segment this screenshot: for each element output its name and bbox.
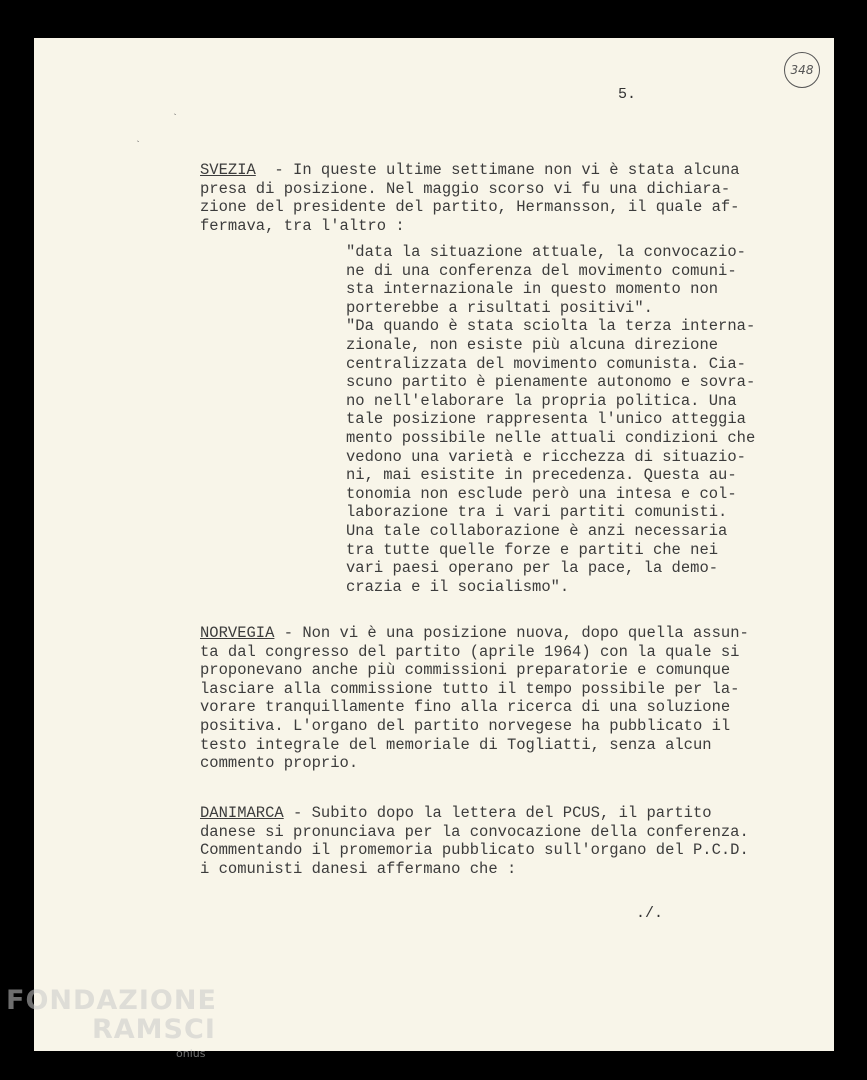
quote-line: tale posizione rappresenta l'unico atteggia bbox=[346, 410, 746, 429]
quote-line: "Da quando è stata sciolta la terza interna- bbox=[346, 317, 756, 336]
quote-line: zionale, non esiste più alcuna direzione bbox=[346, 335, 719, 354]
watermark-logo bbox=[6, 986, 217, 1044]
norvegia-first-line: - Non vi è una posizione nuova, dopo quella assun- bbox=[274, 624, 749, 642]
norvegia-line: proponevano anche più commissioni preparatorie e comunque bbox=[200, 661, 731, 680]
norvegia-line: ta dal congresso del partito (aprile 1964) con la quale si bbox=[200, 642, 740, 661]
danimarca-line: Commentando il promemoria pubblicato sull'organo del P.C.D. bbox=[200, 841, 749, 860]
quote-line: vedono una varietà e ricchezza di situazio- bbox=[346, 447, 746, 466]
quote-line: tonomia non esclude però una intesa e col- bbox=[346, 484, 737, 503]
norvegia-line: testo integrale del memoriale di Togliatti, senza alcun bbox=[200, 735, 712, 754]
quote-line: scuno partito è pienamente autonomo e sovra- bbox=[346, 373, 756, 392]
stray-mark: ` bbox=[172, 114, 179, 125]
danimarca-line: danese si pronunciava per la convocazione della conferenza. bbox=[200, 822, 749, 841]
svezia-heading: SVEZIA bbox=[200, 161, 256, 179]
norvegia-line: commento proprio. bbox=[200, 754, 359, 773]
quote-line: porterebbe a risultati positivi". bbox=[346, 298, 653, 317]
quote-line: ni, mai esistite in precedenza. Questa au- bbox=[346, 466, 737, 485]
continuation-mark: ./. bbox=[636, 905, 664, 922]
quote-line: laborazione tra i vari partiti comunisti. bbox=[346, 503, 728, 522]
norvegia-line: positiva. L'organo del partito norvegese ha pubblicato il bbox=[200, 716, 731, 735]
watermark-line1: FONDAZIONE bbox=[6, 985, 217, 1016]
norvegia-line: lasciare alla commissione tutto il tempo possibile per la- bbox=[200, 679, 740, 698]
svezia-line: fermava, tra l'altro : bbox=[200, 216, 405, 235]
svezia-paragraph bbox=[200, 161, 740, 235]
quote-line: vari paesi operano per la pace, la demo- bbox=[346, 559, 719, 578]
watermark-line2: RAMSCI bbox=[92, 1014, 216, 1045]
norvegia-paragraph bbox=[200, 624, 749, 773]
page-number: 5. bbox=[618, 86, 637, 103]
svezia-line: zione del presidente del partito, Hermansson, il quale af- bbox=[200, 198, 740, 217]
quote-line: sta internazionale in questo momento non bbox=[346, 280, 719, 299]
stray-mark: ` bbox=[135, 141, 142, 152]
quote-line: crazia e il socialismo". bbox=[346, 577, 570, 596]
quote-line: centralizzata del movimento comunista. Cia- bbox=[346, 354, 746, 373]
danimarca-paragraph bbox=[200, 804, 749, 878]
quote-line: "data la situazione attuale, la convocazio- bbox=[346, 243, 746, 261]
svezia-quote bbox=[346, 243, 755, 596]
norvegia-line: vorare tranquillamente fino alla ricerca di una soluzione bbox=[200, 698, 731, 717]
danimarca-heading: DANIMARCA bbox=[200, 804, 284, 822]
quote-line: Una tale collaborazione è anzi necessaria bbox=[346, 521, 728, 540]
quote-line: tra tutte quelle forze e partiti che nei bbox=[346, 540, 719, 559]
svezia-line: presa di posizione. Nel maggio scorso vi fu una dichiara- bbox=[200, 179, 731, 198]
quote-line: mento possibile nelle attuali condizioni che bbox=[346, 428, 756, 447]
danimarca-line: i comunisti danesi affermano che : bbox=[200, 859, 517, 878]
danimarca-first-line: - Subito dopo la lettera del PCUS, il partito bbox=[283, 804, 712, 822]
quote-line: no nell'elaborare la propria politica. Una bbox=[346, 391, 737, 410]
watermark-sub: onlus bbox=[176, 1047, 206, 1060]
quote-line: ne di una conferenza del movimento comuni- bbox=[346, 261, 737, 280]
norvegia-heading: NORVEGIA bbox=[200, 624, 275, 642]
archive-stamp: 348 bbox=[784, 52, 820, 88]
svezia-first-line: - In queste ultime settimane non vi è stata alcuna bbox=[255, 161, 740, 179]
